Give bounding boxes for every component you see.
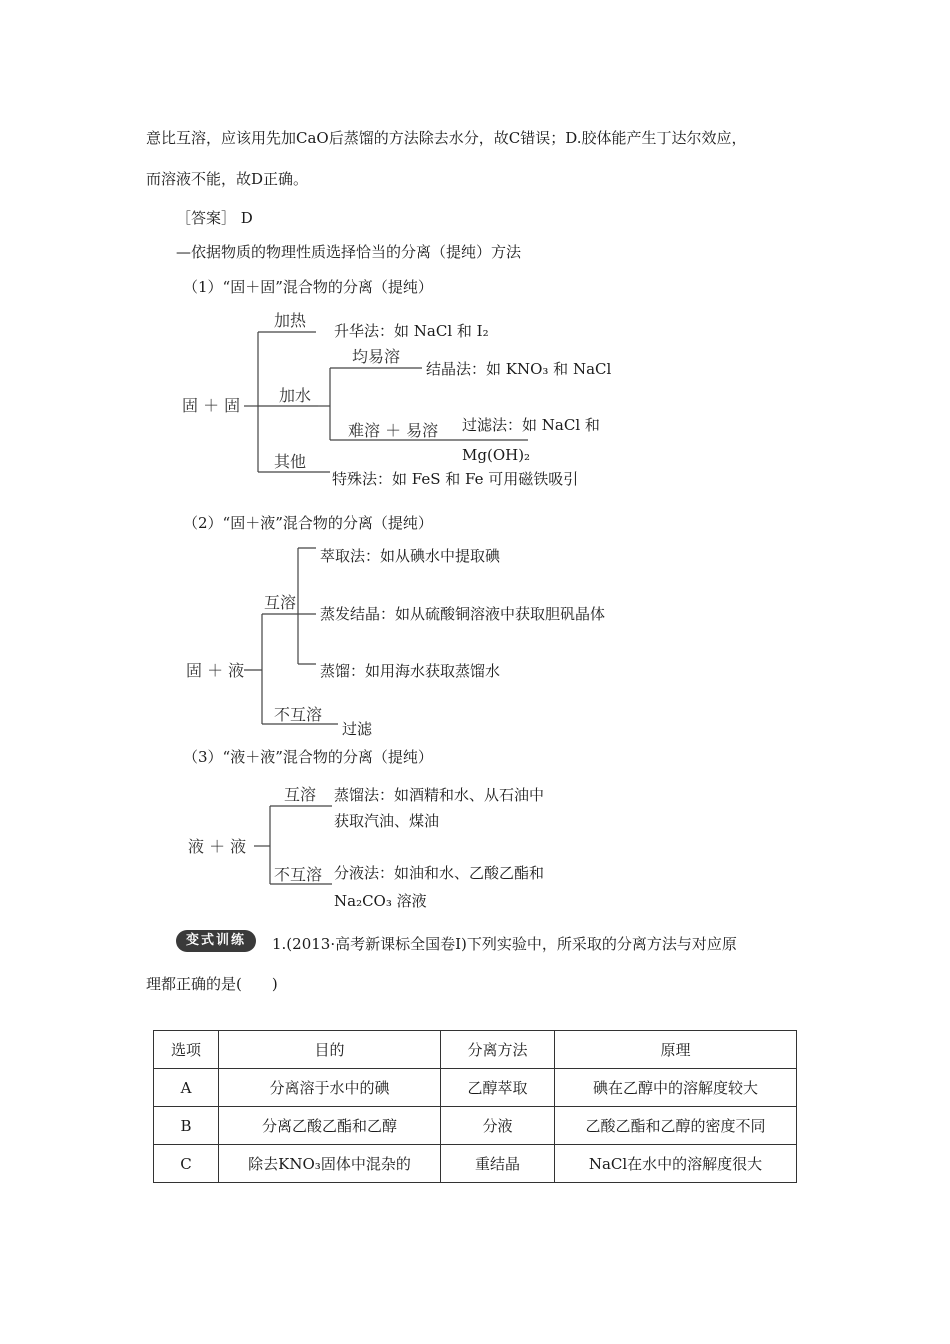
s2-distillation: 蒸馏：如用海水获取蒸馏水 <box>320 662 501 680</box>
s1-crystallization: 结晶法：如 KNO₃ 和 NaCl <box>426 360 612 378</box>
s1-mixed-label: 难溶 ＋ 易溶 <box>348 421 439 440</box>
table-cell: NaCl在水中的溶解度很大 <box>555 1145 797 1183</box>
section3-title: （3）“液＋液”混合物的分离（提纯） <box>183 748 433 766</box>
s1-special: 特殊法：如 FeS 和 Fe 可用磁铁吸引 <box>332 470 579 488</box>
solid-solid-diagram <box>0 300 950 500</box>
table-cell: 分离乙酸乙酯和乙醇 <box>219 1107 441 1145</box>
table-header-cell: 分离方法 <box>441 1031 555 1069</box>
table-row <box>154 1145 797 1183</box>
table-header-cell: 目的 <box>219 1031 441 1069</box>
table-header-cell: 原理 <box>555 1031 797 1069</box>
table-cell: 重结晶 <box>441 1145 555 1183</box>
table-row <box>154 1069 797 1107</box>
s2-evaporation: 蒸发结晶：如从硫酸铜溶液中获取胆矾晶体 <box>320 605 606 623</box>
table-cell: B <box>154 1107 219 1145</box>
s3-separate-1: 分液法：如油和水、乙酸乙酯和 <box>334 864 545 882</box>
s3-distill-2: 获取汽油、煤油 <box>334 812 440 830</box>
exercise-badge: 变式训练 <box>176 930 256 952</box>
paragraph-line-1: 意比互溶，应该用先加CaO后蒸馏的方法除去水分，故C错误；D.胶体能产生丁达尔效应， <box>146 129 747 147</box>
answer-line: ［答案］ D <box>176 209 253 227</box>
s3-distill-1: 蒸馏法：如酒精和水、从石油中 <box>334 786 545 804</box>
section1-title: （1）“固＋固”混合物的分离（提纯） <box>183 278 433 296</box>
table-row <box>154 1107 797 1145</box>
s2-extraction: 萃取法：如从碘水中提取碘 <box>320 547 501 565</box>
paragraph-line-2: 而溶液不能，故D正确。 <box>146 170 309 188</box>
solid-liquid-diagram <box>0 530 950 740</box>
table-header-row <box>154 1031 797 1069</box>
s1-heat-label: 加热 <box>274 311 307 330</box>
s2-immiscible-label: 不互溶 <box>274 705 323 724</box>
s3-separate-2: Na₂CO₃ 溶液 <box>334 892 427 910</box>
s3-immiscible-label: 不互溶 <box>274 865 323 884</box>
s3-miscible-label: 互溶 <box>284 785 317 804</box>
table-cell: 分离溶于水中的碘 <box>219 1069 441 1107</box>
table-cell: 乙酸乙酯和乙醇的密度不同 <box>555 1107 797 1145</box>
s1-root: 固 ＋ 固 <box>182 396 241 415</box>
table-cell: C <box>154 1145 219 1183</box>
table-cell: 分液 <box>441 1107 555 1145</box>
s1-other-label: 其他 <box>274 452 307 471</box>
s2-root: 固 ＋ 液 <box>186 661 245 680</box>
s1-filtration-1: 过滤法：如 NaCl 和 <box>462 416 600 434</box>
s1-filtration-2: Mg(OH)₂ <box>462 446 531 464</box>
table-cell: 碘在乙醇中的溶解度较大 <box>555 1069 797 1107</box>
exercise-question-1: 1.(2013·高考新课标全国卷Ⅰ)下列实验中，所采取的分离方法与对应原 <box>272 935 737 953</box>
table-cell: 除去KNO₃固体中混杂的 <box>219 1145 441 1183</box>
table-cell: A <box>154 1069 219 1107</box>
exercise-question-2: 理都正确的是( ) <box>146 975 278 993</box>
liquid-liquid-diagram <box>0 770 950 920</box>
s1-sublimation: 升华法：如 NaCl 和 I₂ <box>334 322 489 340</box>
s3-root: 液 ＋ 液 <box>188 837 247 856</box>
options-table <box>153 1030 797 1183</box>
section2-title: （2）“固＋液”混合物的分离（提纯） <box>183 514 433 532</box>
table-cell: 乙醇萃取 <box>441 1069 555 1107</box>
section-heading: —依据物质的物理性质选择恰当的分离（提纯）方法 <box>176 243 522 261</box>
table-header-cell: 选项 <box>154 1031 219 1069</box>
s2-filter: 过滤 <box>342 720 373 738</box>
s2-miscible-label: 互溶 <box>264 593 297 612</box>
s1-water-label: 加水 <box>279 386 312 405</box>
s1-soluble-label: 均易溶 <box>352 347 401 366</box>
